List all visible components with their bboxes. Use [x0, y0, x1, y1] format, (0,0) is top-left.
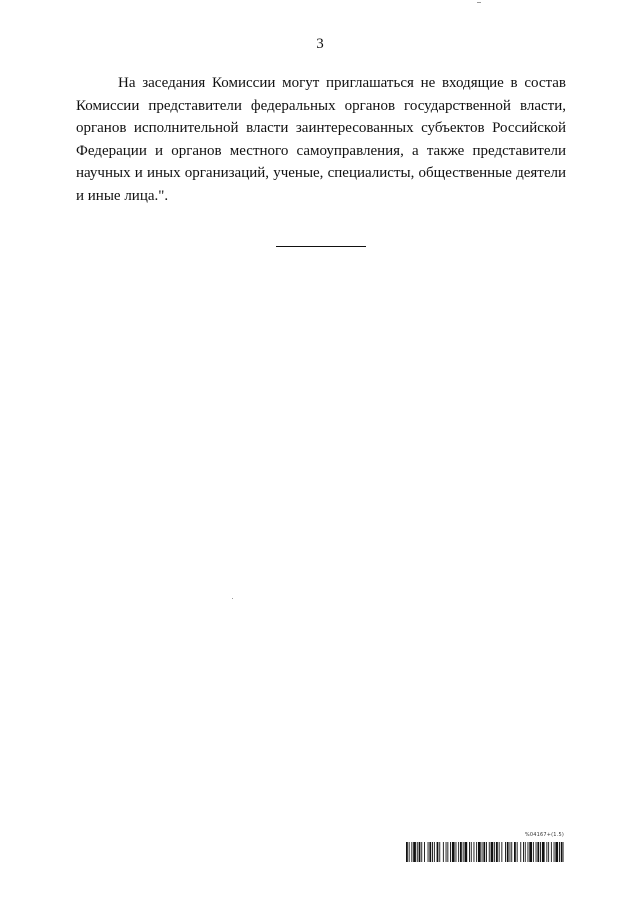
barcode-image: [406, 842, 564, 862]
scan-speck: [232, 598, 233, 599]
barcode-caption: %04167+(1.5): [524, 832, 564, 838]
body-paragraph: На заседания Комиссии могут приглашаться не входящие в состав Комиссии представители федеральных органов государственной власти, органов исполнительной власти заинтересованных субъектов Российской Федерации и органов местного самоуправления, а также представители научных и иных организаций, ученые, специалисты, общественные деятели и иные лица.".: [76, 75, 566, 204]
separator-line: [276, 246, 366, 247]
scan-speck: [477, 2, 481, 3]
page-number: 3: [316, 36, 324, 52]
barcode-block: [406, 832, 564, 862]
